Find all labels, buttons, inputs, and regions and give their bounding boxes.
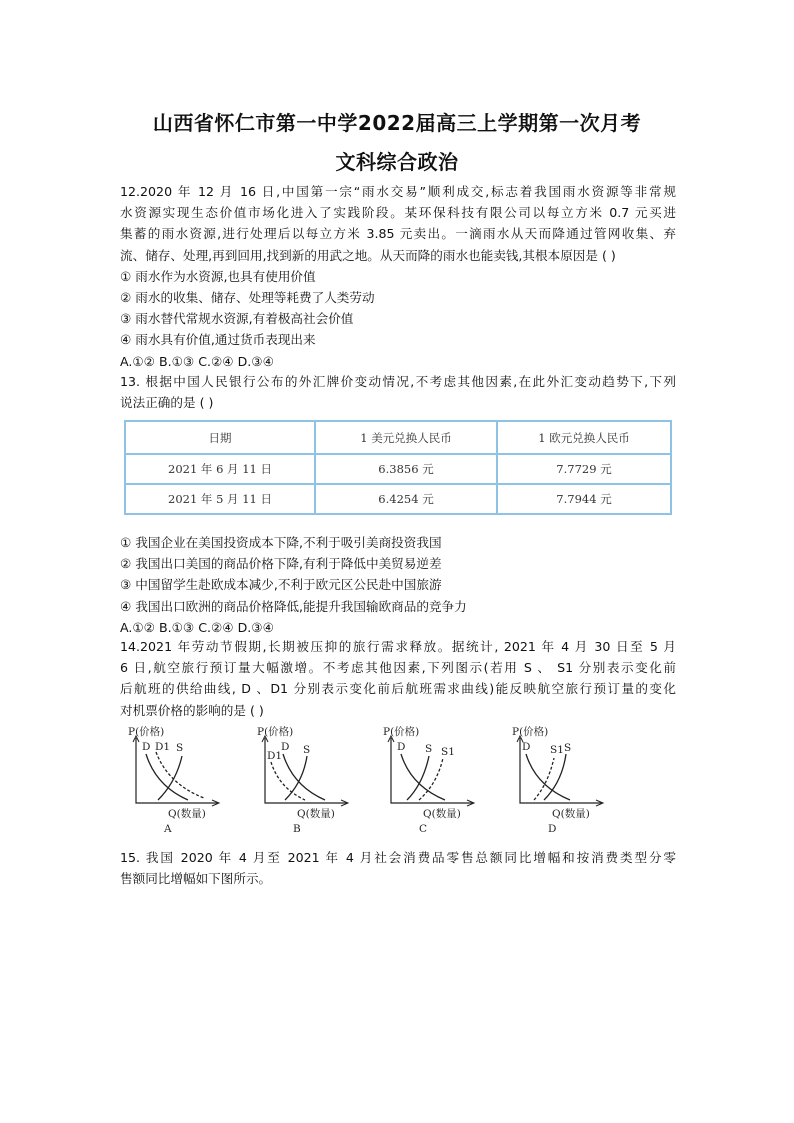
question-15 — [120, 847, 676, 889]
graph-option-label: C — [419, 823, 428, 835]
curve-label: S1 — [550, 744, 564, 756]
table-cell: 2021 年 6 月 11 日 — [125, 454, 315, 484]
table-header-cell: 日期 — [125, 421, 315, 454]
graph-option-label: D — [548, 823, 557, 835]
table-header-cell: 1 美元兑换人民币 — [315, 421, 497, 454]
table-cell: 2021 年 5 月 11 日 — [125, 484, 315, 514]
q13-option: ① 我国企业在美国投资成本下降,不利于吸引美商投资我国 — [120, 535, 442, 550]
graph-xlabel: Q(数量) — [297, 808, 335, 820]
q15-stem-line: 15. 我国 2020 年 4 月至 2021 年 4 月社会消费品零售总额同比增幅和按消费类型分零 — [120, 850, 676, 865]
graph-xlabel: Q(数量) — [423, 808, 461, 820]
q13-stem-line: 说法正确的是 ( ) — [120, 395, 214, 411]
q13-option: ③ 中国留学生赴欧成本减少,不利于欧元区公民赴中国旅游 — [120, 577, 442, 593]
q12-stem-line: 集蓄的雨水资源,进行处理后以每立方米 3.85 元卖出。一滴雨水从天而降通过管网收集、弃 — [120, 226, 676, 242]
question-13-options — [120, 532, 676, 638]
q12-stem-line: 流、储存、处理,再到回用,找到新的用武之地。从天而降的雨水也能卖钱,其根本原因是 ( ) — [120, 247, 616, 263]
curve-label: D — [522, 741, 531, 753]
q13-stem-line: 13. 根据中国人民银行公布的外汇牌价变动情况,不考虑其他因素,在此外汇变动趋势下,下列 — [120, 374, 676, 389]
graph-c — [381, 728, 491, 840]
question-12 — [120, 181, 676, 372]
graph-xlabel: Q(数量) — [552, 808, 590, 820]
question-13-stem — [120, 371, 676, 413]
table-cell: 6.3856 元 — [315, 454, 497, 484]
supply-curve-s1 — [419, 758, 443, 800]
curve-label: S — [303, 744, 311, 756]
curve-label: S — [564, 742, 572, 754]
supply-demand-graph-b — [255, 728, 365, 836]
page-title: 山西省怀仁市第一中学2022届高三上学期第一次月考 — [152, 111, 642, 135]
table-cell: 6.4254 元 — [315, 484, 497, 514]
page-subtitle: 文科综合政治 — [335, 150, 459, 174]
q13-option: ④ 我国出口欧洲的商品价格降低,能提升我国输欧商品的竞争力 — [120, 598, 467, 614]
graph-ylabel: P(价格) — [512, 726, 549, 738]
q14-stem-line: 6 日,航空旅行预订量大幅激增。不考虑其他因素,下列图示(若用 S 、 S1 分别表示变化前 — [120, 660, 676, 676]
q12-option: ③ 雨水替代常规水资源,有着极高社会价值 — [120, 311, 354, 327]
table-header-cell: 1 欧元兑换人民币 — [497, 421, 671, 454]
q13-option: ② 我国出口美国的商品价格下降,有利于降低中美贸易逆差 — [120, 556, 442, 572]
curve-label: D1 — [155, 741, 171, 753]
curve-label: S — [425, 743, 433, 755]
q14-stem-line: 后航班的供给曲线, D 、D1 分别表示变化前后航班需求曲线)能反映航空旅行预订量的变化 — [120, 681, 676, 697]
q12-option: ④ 雨水具有价值,通过货币表现出来 — [120, 332, 316, 348]
table-cell: 7.7944 元 — [497, 484, 671, 514]
question-14 — [120, 636, 676, 721]
supply-demand-graph-c — [381, 728, 491, 836]
demand-curve-d — [283, 754, 325, 800]
curve-label: D — [281, 741, 290, 753]
curve-label: S — [176, 742, 184, 754]
graph-b — [255, 728, 365, 840]
q15-stem-line: 售额同比增幅如下图所示。 — [120, 871, 272, 887]
supply-curve-s1 — [534, 758, 554, 800]
q13-choices: A.①② B.①③ C.②④ D.③④ — [120, 619, 274, 635]
graph-option-label: B — [293, 823, 301, 835]
supply-curve-s — [407, 756, 429, 800]
curve-label: D — [397, 741, 406, 753]
demand-curve-d — [146, 754, 188, 800]
graph-option-label: A — [164, 823, 172, 835]
graph-ylabel: P(价格) — [383, 726, 420, 738]
q12-option: ① 雨水作为水资源,也具有使用价值 — [120, 268, 316, 284]
graph-a — [126, 728, 236, 840]
demand-curve-d1 — [156, 752, 204, 798]
table-header-row — [125, 421, 671, 454]
supply-demand-graph-d — [510, 728, 620, 836]
curve-label: D1 — [267, 750, 283, 762]
graph-ylabel: P(价格) — [257, 726, 294, 738]
q12-choices: A.①② B.①③ C.②④ D.③④ — [120, 353, 274, 369]
q12-stem-line: 12.2020 年 12 月 16 日,中国第一宗“雨水交易”顺利成交,标志着我国雨水资源等非常规 — [120, 184, 676, 199]
q12-option: ② 雨水的收集、储存、处理等耗费了人类劳动 — [120, 289, 375, 305]
table-cell: 7.7729 元 — [497, 454, 671, 484]
curve-label: S1 — [441, 746, 455, 758]
table-row — [125, 454, 671, 484]
supply-demand-graph-a — [126, 728, 236, 836]
q12-stem-line: 水资源实现生态价值市场化进入了实践阶段。某环保科技有限公司以每立方米 0.7 元买进 — [120, 205, 676, 221]
q14-stem-line: 14.2021 年劳动节假期,长期被压抑的旅行需求释放。据统计, 2021 年 4 月 30 日至 5 月 — [120, 639, 676, 654]
exchange-rate-table — [124, 420, 672, 515]
graph-d — [510, 728, 620, 840]
graph-ylabel: P(价格) — [128, 726, 165, 738]
curve-label: D — [142, 741, 151, 753]
graph-xlabel: Q(数量) — [168, 808, 206, 820]
q14-stem-line: 对机票价格的影响的是 ( ) — [120, 702, 264, 718]
table-row — [125, 484, 671, 514]
